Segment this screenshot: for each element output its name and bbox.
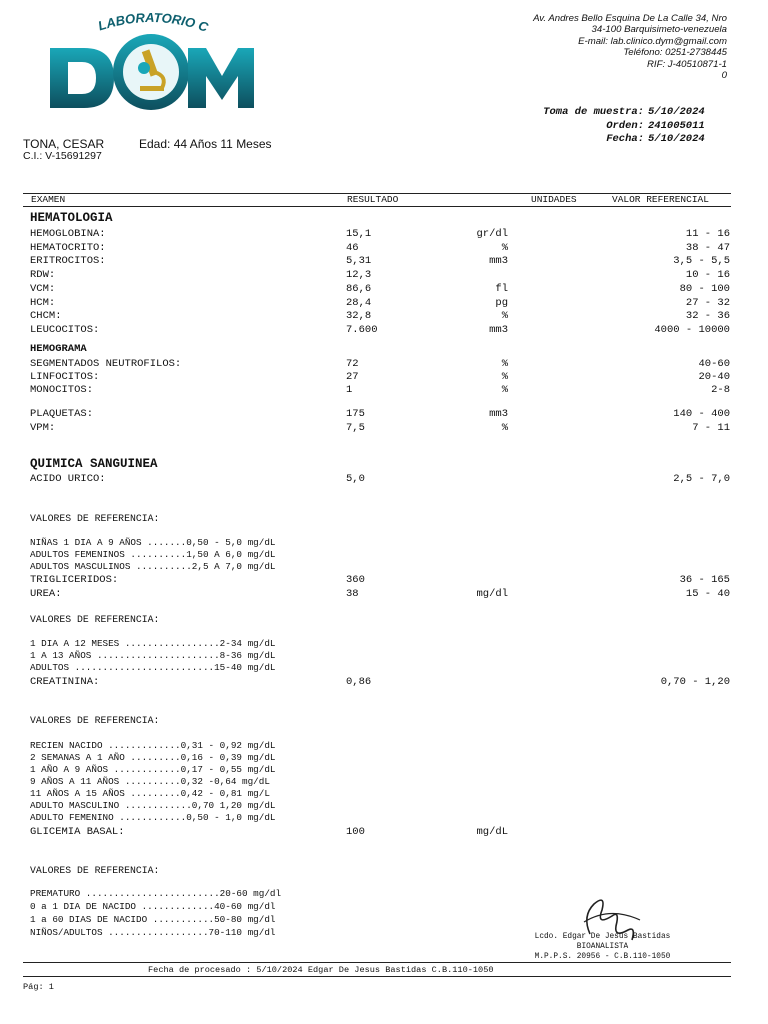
exam-name: VPM: bbox=[30, 422, 56, 434]
ref-line: 1 DIA A 12 MESES .................2-34 mg/dL bbox=[30, 638, 276, 649]
exam-name: CREATININA: bbox=[30, 676, 100, 688]
exam-ref: 27 - 32 bbox=[685, 296, 730, 309]
result-row bbox=[30, 228, 730, 241]
exam-unit: mm3 bbox=[489, 323, 508, 336]
ref-line: ADULTOS MASCULINOS ..........2,5 A 7,0 mg/dL bbox=[30, 561, 276, 572]
result-row bbox=[30, 283, 730, 296]
ref-title: VALORES DE REFERENCIA: bbox=[30, 715, 160, 726]
exam-value: 15,1 bbox=[346, 228, 372, 240]
svg-text:LABORATORIO CLINICO bbox=[44, 10, 211, 35]
exam-value: 27 bbox=[346, 371, 359, 383]
result-row bbox=[30, 297, 730, 310]
signer-mpps: M.P.P.S. 20956 - C.B.110-1050 bbox=[534, 953, 671, 961]
lab-logo bbox=[44, 10, 258, 120]
fecha-value: 5/10/2024 bbox=[648, 133, 705, 145]
result-row-glicemia bbox=[30, 826, 730, 839]
col-unidades: UNIDADES bbox=[531, 194, 577, 205]
exam-value: 28,4 bbox=[346, 296, 372, 309]
ref-line: ADULTOS FEMENINOS ..........1,50 A 6,0 mg/dL bbox=[30, 549, 276, 560]
exam-value: 1 bbox=[346, 384, 353, 396]
address-line: Teléfono: 0251-2738445 bbox=[623, 47, 727, 59]
exam-ref: 11 - 16 bbox=[685, 228, 730, 240]
processed-footer: Fecha de procesado : 5/10/2024 Edgar De Jesus Bastidas C.B.110-1050 bbox=[148, 965, 494, 975]
exam-ref: 80 - 100 bbox=[679, 282, 730, 295]
exam-ref: 2-8 bbox=[711, 384, 730, 396]
result-row-urea bbox=[30, 588, 730, 601]
exam-ref: 4000 - 10000 bbox=[654, 323, 730, 336]
result-row bbox=[30, 324, 730, 337]
ref-line: ADULTOS .........................15-40 mg/dL bbox=[30, 662, 276, 673]
result-row bbox=[30, 384, 730, 397]
exam-ref: 40-60 bbox=[698, 358, 730, 370]
toma-label: Toma de muestra: bbox=[543, 106, 644, 118]
signer-title: BIOANALISTA bbox=[576, 943, 629, 951]
patient-ci: C.I.: V-15691297 bbox=[23, 150, 102, 162]
exam-unit: % bbox=[501, 384, 508, 396]
exam-value: 360 bbox=[346, 574, 365, 586]
lab-address bbox=[533, 13, 727, 81]
section-hemograma: HEMOGRAMA bbox=[30, 343, 87, 355]
exam-unit: mg/dL bbox=[476, 826, 508, 838]
exam-value: 86,6 bbox=[346, 282, 372, 295]
exam-value: 175 bbox=[346, 408, 365, 420]
orden-label: Orden: bbox=[606, 119, 644, 132]
col-resultado: RESULTADO bbox=[347, 194, 399, 205]
exam-value: 7,5 bbox=[346, 422, 365, 434]
exam-ref: 140 - 400 bbox=[673, 408, 730, 420]
exam-unit: % bbox=[501, 371, 508, 383]
exam-unit: % bbox=[501, 358, 508, 370]
address-line: E-mail: lab.clinico.dym@gmail.com bbox=[578, 35, 727, 47]
exam-name: HEMATOCRITO: bbox=[30, 241, 106, 254]
exam-unit: % bbox=[501, 310, 508, 323]
divider bbox=[23, 962, 731, 963]
exam-value: 5,31 bbox=[346, 255, 372, 268]
result-row-creatinina bbox=[30, 676, 730, 689]
exam-value: 12,3 bbox=[346, 269, 372, 282]
result-row bbox=[30, 422, 730, 435]
fecha-label: Fecha: bbox=[606, 133, 644, 145]
exam-ref: 2,5 - 7,0 bbox=[673, 473, 730, 485]
ref-line: PREMATURO ........................20-60 mg/dl bbox=[30, 888, 282, 899]
address-line: Av. Andres Bello Esquina De La Calle 34, Nro bbox=[533, 13, 727, 24]
exam-ref: 10 - 16 bbox=[685, 269, 730, 282]
address-line: 0 bbox=[721, 70, 727, 82]
exam-value: 38 bbox=[346, 588, 359, 600]
page-number: Pág: 1 bbox=[23, 982, 54, 992]
orden-value: 241005011 bbox=[648, 119, 705, 132]
logo-text: LABORATORIO C bbox=[96, 10, 211, 35]
exam-value: 72 bbox=[346, 358, 359, 370]
exam-ref: 32 - 36 bbox=[685, 310, 730, 323]
result-row bbox=[30, 358, 730, 371]
address-line: 34-100 Barquisimeto-venezuela bbox=[591, 24, 727, 36]
divider bbox=[23, 976, 731, 977]
result-row bbox=[30, 371, 730, 384]
exam-unit: fl bbox=[495, 282, 508, 295]
patient-name: TONA, CESAR bbox=[23, 137, 105, 151]
ref-line: 2 SEMANAS A 1 AÑO .........0,16 - 0,39 mg/dL bbox=[30, 752, 276, 763]
exam-unit: gr/dl bbox=[476, 228, 508, 240]
divider bbox=[23, 206, 731, 207]
ref-line: 9 AÑOS A 11 AÑOS ..........0,32 -0,64 mg/dL bbox=[30, 776, 270, 787]
exam-ref: 0,70 - 1,20 bbox=[660, 676, 730, 688]
exam-name: MONOCITOS: bbox=[30, 384, 94, 396]
ref-line: ADULTO MASCULINO ............0,70 1,20 mg/dL bbox=[30, 800, 276, 811]
ref-title: VALORES DE REFERENCIA: bbox=[30, 513, 160, 524]
exam-name: UREA: bbox=[30, 588, 62, 600]
exam-name: VCM: bbox=[30, 282, 56, 295]
ref-title: VALORES DE REFERENCIA: bbox=[30, 865, 160, 876]
exam-ref: 38 - 47 bbox=[685, 241, 730, 254]
exam-unit: pg bbox=[495, 296, 508, 309]
result-row bbox=[30, 310, 730, 323]
toma-value: 5/10/2024 bbox=[648, 106, 705, 118]
exam-name: LINFOCITOS: bbox=[30, 371, 100, 383]
sample-info bbox=[543, 106, 718, 147]
exam-unit: mm3 bbox=[489, 255, 508, 268]
ref-line: NIÑOS/ADULTOS ..................70-110 mg/dl bbox=[30, 927, 276, 938]
signer-name: Lcdo. Edgar De Jesus Bastidas bbox=[534, 933, 671, 941]
exam-name: HEMOGLOBINA: bbox=[30, 228, 106, 240]
ref-line: NIÑAS 1 DIA A 9 AÑOS .......0,50 - 5,0 mg/dL bbox=[30, 537, 276, 548]
ref-line: ADULTO FEMENINO ............0,50 - 1,0 mg/dL bbox=[30, 812, 276, 823]
exam-name: ERITROCITOS: bbox=[30, 255, 106, 268]
result-row bbox=[30, 408, 730, 421]
section-quimica: QUIMICA SANGUINEA bbox=[30, 457, 158, 471]
ref-line: 0 a 1 DIA DE NACIDO .............40-60 mg/dl bbox=[30, 901, 276, 912]
ref-line: RECIEN NACIDO .............0,31 - 0,92 mg/dL bbox=[30, 740, 276, 751]
exam-value: 32,8 bbox=[346, 310, 372, 323]
exam-value: 5,0 bbox=[346, 473, 365, 485]
col-valor: VALOR REFERENCIAL bbox=[612, 194, 709, 205]
exam-value: 0,86 bbox=[346, 676, 372, 688]
ref-line: 1 AÑO A 9 AÑOS ............0,17 - 0,55 mg/dL bbox=[30, 764, 276, 775]
exam-name: GLICEMIA BASAL: bbox=[30, 826, 125, 838]
result-row bbox=[30, 269, 730, 282]
exam-name: PLAQUETAS: bbox=[30, 408, 94, 420]
exam-ref: 3,5 - 5,5 bbox=[673, 255, 730, 268]
address-line: RIF: J-40510871-1 bbox=[647, 58, 727, 70]
exam-unit: mm3 bbox=[489, 408, 508, 420]
result-row-trigliceridos bbox=[30, 574, 730, 587]
exam-ref: 20-40 bbox=[698, 371, 730, 383]
result-row bbox=[30, 242, 730, 255]
exam-name: RDW: bbox=[30, 269, 56, 282]
col-examen: EXAMEN bbox=[31, 194, 66, 205]
exam-value: 100 bbox=[346, 826, 365, 838]
exam-name: TRIGLICERIDOS: bbox=[30, 574, 119, 586]
exam-ref: 15 - 40 bbox=[685, 588, 730, 600]
result-row bbox=[30, 255, 730, 268]
ref-line: 1 A 13 AÑOS ......................8-36 mg/dL bbox=[30, 650, 276, 661]
exam-unit: mg/dl bbox=[476, 588, 508, 600]
patient-age: Edad: 44 Años 11 Meses bbox=[139, 137, 272, 151]
exam-unit: % bbox=[501, 241, 508, 254]
exam-name: CHCM: bbox=[30, 310, 62, 323]
signature-text bbox=[525, 932, 680, 962]
result-row-acido-urico bbox=[30, 473, 730, 486]
exam-name: LEUCOCITOS: bbox=[30, 323, 100, 336]
exam-ref: 36 - 165 bbox=[679, 574, 730, 586]
exam-ref: 7 - 11 bbox=[692, 422, 730, 434]
ref-title: VALORES DE REFERENCIA: bbox=[30, 614, 160, 625]
exam-name: HCM: bbox=[30, 296, 56, 309]
exam-value: 7.600 bbox=[346, 323, 378, 336]
exam-name: ACIDO URICO: bbox=[30, 473, 106, 485]
ref-line: 1 a 60 DIAS DE NACIDO ...........50-80 mg/dl bbox=[30, 914, 276, 925]
section-hematologia: HEMATOLOGIA bbox=[30, 211, 113, 225]
exam-name: SEGMENTADOS NEUTROFILOS: bbox=[30, 358, 182, 370]
exam-value: 46 bbox=[346, 241, 359, 254]
ref-line: 11 AÑOS A 15 AÑOS .........0,42 - 0,81 mg/L bbox=[30, 788, 270, 799]
exam-unit: % bbox=[501, 422, 508, 434]
